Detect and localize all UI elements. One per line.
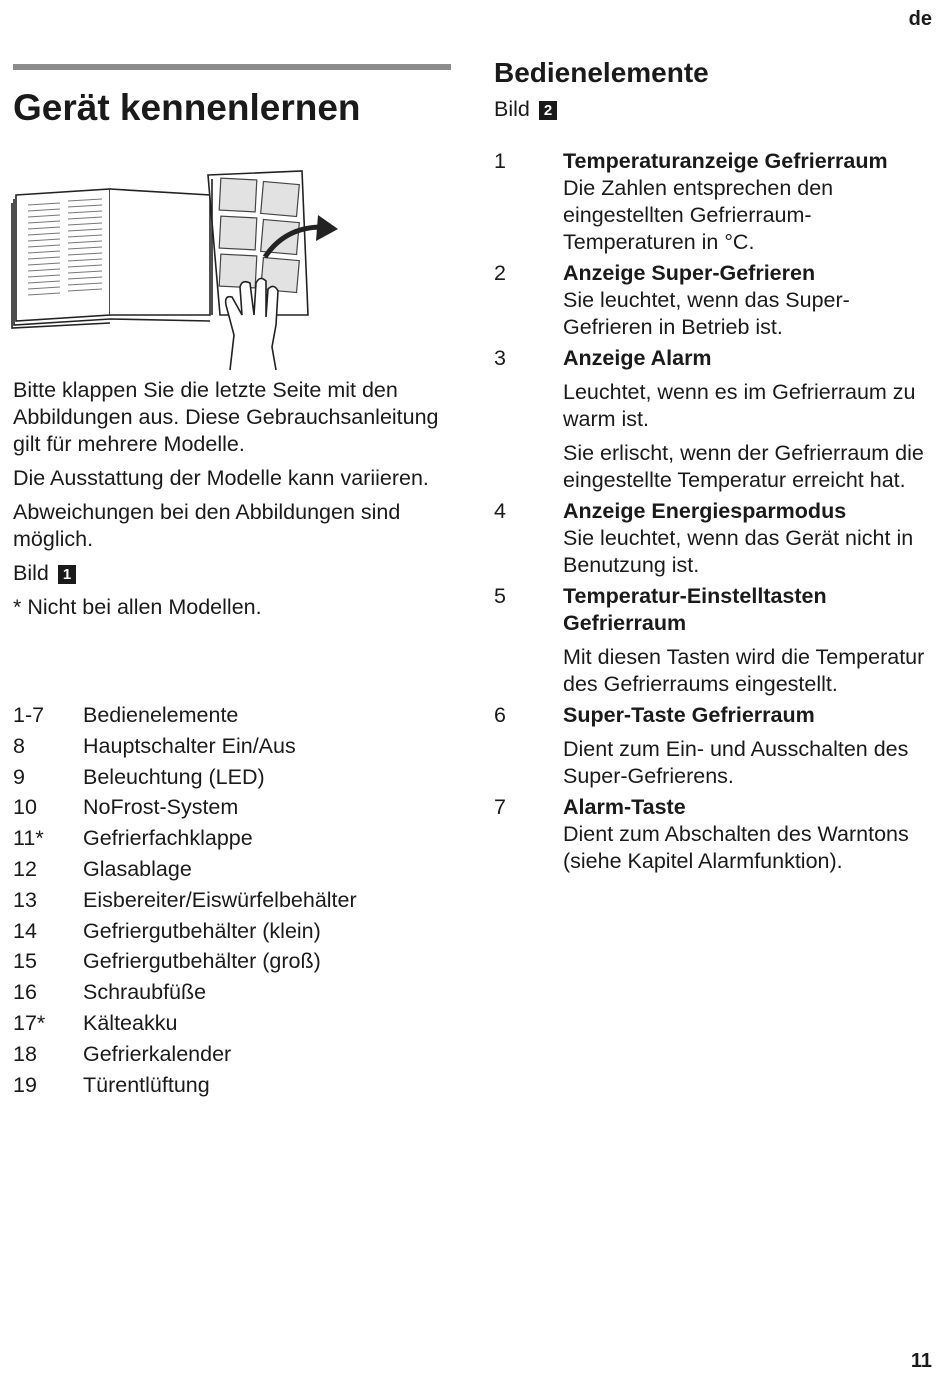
figure-label: Bild (13, 561, 49, 585)
list-item (13, 762, 453, 793)
list-item (13, 885, 453, 916)
list-item (494, 345, 934, 494)
left-column (13, 64, 453, 130)
list-item (13, 1008, 453, 1039)
item-title: Temperatur-Einstelltasten Gefrierraum (563, 584, 827, 635)
list-item (13, 946, 453, 977)
intro-paragraph: Die Ausstattung der Modelle kann variieren. (13, 466, 429, 490)
list-item (494, 260, 934, 341)
item-description: Sie erlischt, wenn der Gefrierraum die eingestellte Temperatur erreicht hat. (563, 441, 924, 492)
page-title: Gerät kennenlernen (13, 87, 361, 128)
list-item (494, 583, 934, 698)
right-column-header (494, 56, 934, 122)
part-label: Gefrierfachklappe (83, 826, 253, 851)
item-title: Anzeige Energiesparmodus (563, 499, 847, 523)
item-title: Temperaturanzeige Gefrierraum (563, 149, 888, 173)
item-description: Dient zum Abschalten des Warntons (siehe Kapitel Alarmfunktion). (563, 822, 909, 873)
controls-list (494, 148, 934, 879)
part-label: Kälteakku (83, 1010, 178, 1035)
list-item (13, 916, 453, 947)
item-description: Dient zum Ein- und Ausschalten des Super-Gefrierens. (563, 737, 909, 788)
item-number: 5 (494, 584, 506, 608)
item-description: Mit diesen Tasten wird die Temperatur des Gefrierraums eingestellt. (563, 645, 925, 696)
list-item (13, 700, 453, 731)
list-item (13, 977, 453, 1008)
item-description: Die Zahlen entsprechen den eingestellten Gefrierraum-Temperaturen in °C. (563, 176, 834, 254)
figure-number-badge: 2 (539, 101, 557, 120)
part-number: 18 (13, 1041, 37, 1066)
item-number: 1 (494, 149, 506, 173)
list-item (13, 731, 453, 762)
list-item (13, 1070, 453, 1101)
part-label: Glasablage (83, 856, 192, 881)
part-label: Gefriergutbehälter (klein) (83, 918, 321, 943)
list-item (494, 702, 934, 790)
page-number: 11 (910, 1350, 932, 1372)
part-number: 19 (13, 1072, 37, 1097)
item-number: 4 (494, 499, 506, 523)
item-description: Sie leuchtet, wenn das Gerät nicht in Benutzung ist. (563, 526, 914, 577)
section-title: Bedienelemente (494, 57, 709, 88)
list-item (13, 1039, 453, 1070)
part-number: 14 (13, 918, 37, 943)
part-number: 9 (13, 764, 25, 789)
item-title: Anzeige Super-Gefrieren (563, 261, 816, 285)
section-rule (13, 64, 451, 70)
part-number: 15 (13, 949, 37, 974)
figure-reference (13, 560, 458, 587)
part-label: Gefriergutbehälter (groß) (83, 949, 321, 974)
language-code: de (908, 8, 932, 30)
part-number: 11* (13, 826, 44, 851)
list-item (494, 148, 934, 256)
part-label: Schraubfüße (83, 980, 207, 1005)
item-description: Leuchtet, wenn es im Gefrierraum zu warm ist. (563, 380, 916, 431)
item-number: 7 (494, 795, 506, 819)
item-number: 3 (494, 346, 506, 370)
list-item (13, 823, 453, 854)
list-item (13, 792, 453, 823)
item-description: Sie leuchtet, wenn das Super-Gefrieren in Betrieb ist. (563, 288, 850, 339)
part-label: NoFrost-System (83, 795, 239, 820)
part-number: 10 (13, 795, 37, 820)
intro-paragraph: Bitte klappen Sie die letzte Seite mit den Abbildungen aus. Diese Gebrauchsanleitung gilt für mehrere Modelle. (13, 378, 439, 456)
list-item (494, 794, 934, 875)
item-number: 2 (494, 261, 506, 285)
item-title: Anzeige Alarm (563, 346, 712, 370)
intro-paragraph: Abweichungen bei den Abbildungen sind möglich. (13, 500, 401, 551)
intro-text (13, 377, 458, 628)
list-item (13, 854, 453, 885)
figure-number-badge: 1 (58, 565, 76, 584)
item-title: Alarm-Taste (563, 795, 686, 819)
part-label: Beleuchtung (LED) (83, 764, 265, 789)
part-number: 13 (13, 887, 37, 912)
item-title: Super-Taste Gefrierraum (563, 703, 815, 727)
parts-list (13, 700, 453, 1100)
part-number: 12 (13, 856, 37, 881)
footnote: * Nicht bei allen Modellen. (13, 595, 262, 619)
part-number: 8 (13, 733, 25, 758)
part-number: 1-7 (13, 703, 45, 727)
part-label: Hauptschalter Ein/Aus (83, 733, 296, 758)
part-label: Bedienelemente (83, 703, 239, 727)
part-label: Eisbereiter/Eiswürfelbehälter (83, 887, 357, 912)
item-number: 6 (494, 703, 506, 727)
part-label: Türentlüftung (83, 1072, 210, 1097)
part-label: Gefrierkalender (83, 1041, 232, 1066)
figure-label: Bild (494, 97, 530, 121)
list-item (494, 498, 934, 579)
part-number: 16 (13, 980, 37, 1005)
part-number: 17* (13, 1010, 46, 1035)
figure-reference (494, 96, 934, 122)
